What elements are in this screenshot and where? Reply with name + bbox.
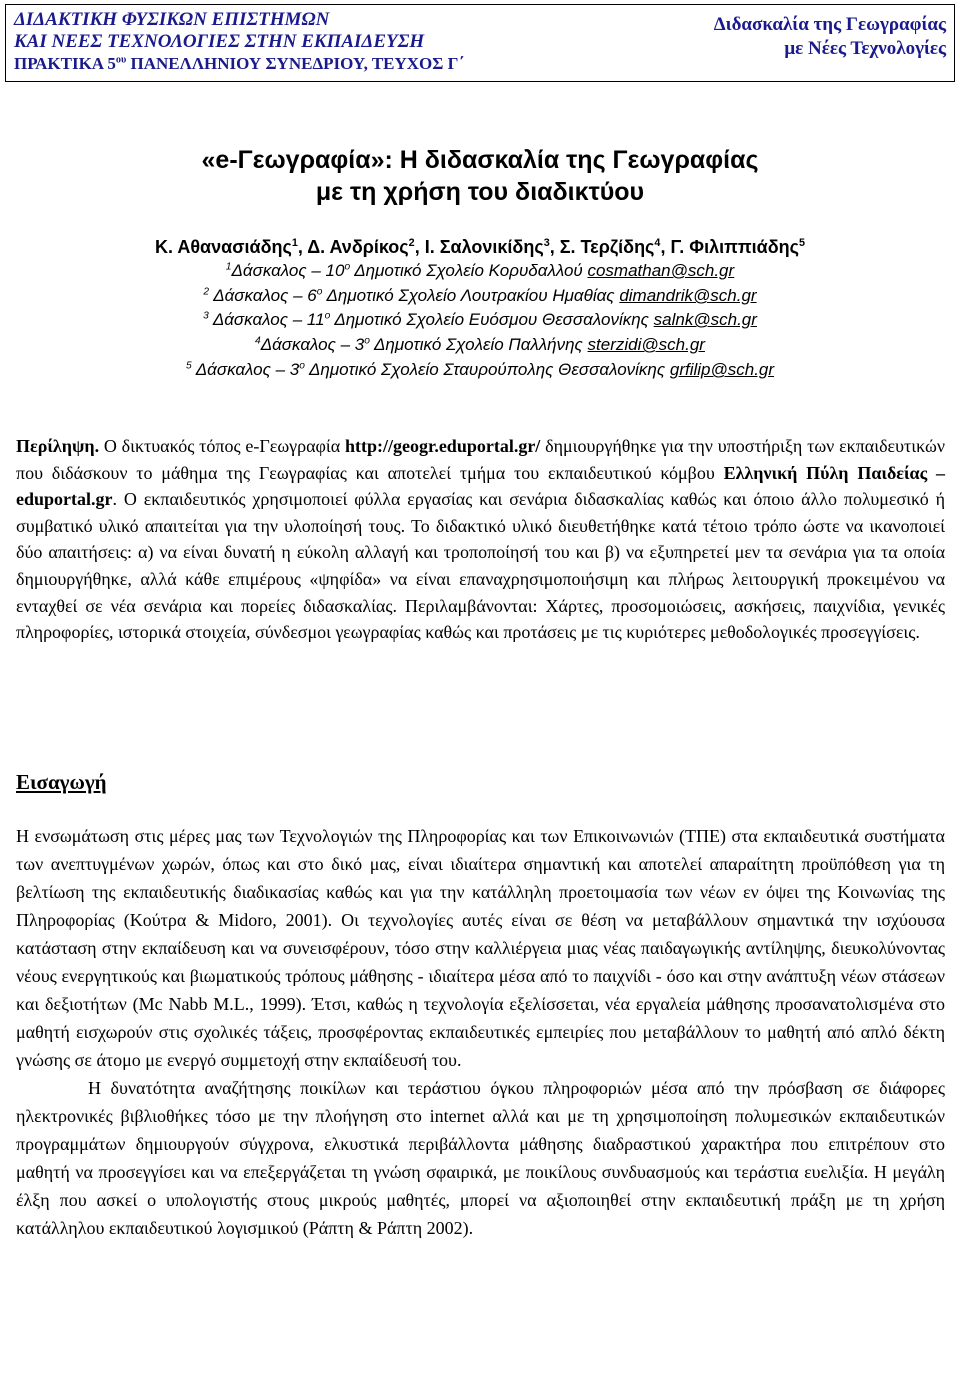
author-name: Δ. Ανδρίκος — [307, 237, 409, 257]
section-heading: Εισαγωγή — [16, 770, 107, 794]
email-link[interactable]: salnk@sch.gr — [653, 310, 757, 329]
abstract: Περίληψη. Ο δικτυακός τόπος e-Γεωγραφία http://geogr.eduportal.gr/ δημιουργήθηκε για την υποστήριξη των εκπαιδευτικών που διδάσκουν το μάθημα της Γεωγραφίας και αποτελεί τμήμα του εκπαιδευτικού κόμβου Ελληνική Πύλη Παιδείας – eduportal.gr. Ο εκπαιδευτικός χρησιμοποιεί φύλλα εργασίας και σενάρια διδασκαλίας καθώς και όποιο άλλο πολυμεσικό ή συμβατικό υλικό απαιτείται για την υλοποίησή τους. Το διδακτικό υλικό διευθετήθηκε κατά τέτοιο τρόπο ώστε να ικανοποιεί δύο απαιτήσεις: α) να είναι δυνατή η εύκολη αλλαγή και τροποποίησή του και β) να εξυπηρετεί μεν τα σενάρια για τα οποία δημιουργήθηκε, αλλά κάθε επιμέρους «ψηφίδα» να είναι επαναχρησιμοποιήσιμη και πλήρως λειτουργική προκειμένου να ενταχθεί σε νέα σενάρια και πορείες διδασκαλίας. Περιλαμβάνονται: Χάρτες, προσομοιώσεις, ασκήσεις, παιχνίδια, γενικές πληροφορίες, ιστορικά στοιχεία, σύνδεσμοι γεωγραφίας καθώς και προτάσεις με τις κυριότερες μεθοδολογικές προσεγγίσεις. — [16, 436, 946, 643]
author-name: Ι. Σαλονικίδης — [424, 237, 544, 257]
running-header — [5, 4, 955, 82]
paper-title — [0, 144, 960, 208]
author-name: Κ. Αθανασιάδης — [154, 237, 292, 257]
header-right-line2: με Νέες Τεχνολογίες — [784, 38, 946, 59]
paper-title-line2: με τη χρήση του διαδικτύου — [315, 178, 645, 206]
header-left-line3: ΠΡΑΚΤΙΚΑ $5^{o\upsilon}$ ΠΑΝΕΛΛΗΝΙΟΥ ΣΥΝΕΔΡΙΟΥ, ΤΕΥΧΟΣ Γ΄ — [14, 54, 465, 73]
intro-paragraph-1: Η ενσωμάτωση στις μέρες μας των Τεχνολογιών της Πληροφορίας και των Επικοινωνιών (ΤΠΕ) στα εκπαιδευτικά συστήματα των ανεπτυγμένων χωρών, όπως και στο δικό μας, είναι ιδιαίτερα σημαντική και αποτελεί απαραίτητη προϋπόθεση για τη βελτίωση της εκπαιδευτικής διαδικασίας καθώς και για την κατάλληλη προετοιμασία των νέων εν όψει της Κοινωνίας της Πληροφορίας (Κούτρα & Midoro, 2001). Οι τεχνολογίες αυτές είναι σε θέση να μεταβάλλουν σημαντικά την ισχύουσα κατάσταση στην εκπαίδευση και να συνεισφέρουν, τόσο στην καλλιέργεια μιας νέας παιδαγωγικής αντίληψης, διευκολύνοντας νέους ενεργητικούς και βιωματικούς τρόπους μάθησης - ιδιαίτερα μέσα από το παιχνίδι - όσο και στην ανάπτυξη νέων στάσεων και δεξιοτήτων (Mc Nabb M.L., 1999). Έτσι, καθώς η τεχνολογία εξελίσσεται, νέα εργαλεία μάθησης προσανατολισμένα στο μαθητή εισχωρούν στις σχολικές τάξεις, προσφέροντας εκπαιδευτικές εμπειρίες που μεταβάλλουν το μαθητή από απλό δέκτη γνώσης σε άτομο με ενεργό συμμετοχή στην εκπαίδευσή του. — [16, 826, 945, 1070]
email-link[interactable]: sterzidi@sch.gr — [587, 335, 705, 354]
email-link[interactable]: dimandrik@sch.gr — [619, 286, 757, 305]
introduction-body — [16, 822, 945, 1242]
site-url[interactable]: http://geogr.eduportal.gr/ — [344, 436, 541, 456]
header-left-line1: ΔΙΔΑΚΤΙΚΗ ΦΥΣΙΚΩΝ ΕΠΙΣΤΗΜΩΝ — [14, 9, 330, 30]
portal-name: Ελληνική Πύλη Παιδείας – eduportal.gr — [16, 462, 945, 510]
intro-paragraph-2: Η δυνατότητα αναζήτησης ποικίλων και τεράστιου όγκου πληροφοριών μέσα από την πρόσβαση σε διάφορες ηλεκτρονικές βιβλιοθήκες τόσο με την πλοήγηση στο internet αλλά και με τη χρησιμοποίηση πολυμεσικών εκπαιδευτικών προγραμμάτων δημιουργούν σύγχρονα, ελκυστικά περιβάλλοντα μάθησης διαδραστικού χαρακτήρα που επιτρέπουν στο μαθητή να προσεγγίσει και να επεξεργάζεται τη γνώση σφαιρικά, με ποικίλους συνδυασμούς και τεράστια ευελιξία. Η μεγάλη έλξη που ασκεί ο υπολογιστής στους μικρούς μαθητές, μπορεί να αξιοποιηθεί στην εκπαιδευτική πράξη με τη χρήση κατάλληλου εκπαιδευτικού λογισμικού (Ράπτη & Ράπτη 2002). — [16, 1078, 945, 1238]
header-right — [714, 13, 946, 61]
abstract-label: Περίληψη. — [16, 436, 100, 456]
author-name: Γ. Φιλιππιάδης — [670, 237, 799, 257]
author-list: Κ. Αθανασιάδης$^1$, Δ. Ανδρίκος$^2$, Ι. Σαλονικίδης$^3$, Σ. Τερζίδης$^4$, Γ. Φιλιππιάδης$^5$ — [154, 237, 805, 257]
email-link[interactable]: grfilip@sch.gr — [669, 360, 775, 379]
email-link[interactable]: cosmathan@sch.gr — [587, 261, 735, 280]
affiliation: $^4\Delta ά\sigma\kappa\alpha\lambda o\varsigma - 3^o$ Δημοτικό Σχολείο Παλλήνης sterzidi@sch.gr — [255, 335, 705, 354]
affiliation: $^1\Delta ά\sigma\kappa\alpha\lambda o\varsigma - 10^o$ Δημοτικό Σχολείο Κορυδαλλού cosmathan@sch.gr — [225, 261, 735, 280]
affiliation: $^3$ Δάσκαλος – $11^o$ Δημοτικό Σχολείο Ευόσμου Θεσσαλονίκης salnk@sch.gr — [203, 310, 757, 329]
affiliation: $^5$ Δάσκαλος – $3^o$ Δημοτικό Σχολείο Σταυρούπολης Θεσσαλονίκης grfilip@sch.gr — [185, 360, 775, 379]
affiliation: $^2$ Δάσκαλος – $6^o$ Δημοτικό Σχολείο Λουτρακίου Ημαθίας dimandrik@sch.gr — [203, 286, 757, 305]
author-name: Σ. Τερζίδης — [559, 237, 655, 257]
header-left — [14, 9, 464, 75]
header-left-line2: ΚΑΙ ΝΕΕΣ ΤΕΧΝΟΛΟΓΙΕΣ ΣΤΗΝ ΕΚΠΑΙΔΕΥΣΗ — [14, 31, 425, 52]
header-right-line1: Διδασκαλία της Γεωγραφίας — [713, 14, 946, 35]
paper-title-line1: «e-Γεωγραφία»: Η διδασκαλία της Γεωγραφίας — [201, 146, 759, 174]
